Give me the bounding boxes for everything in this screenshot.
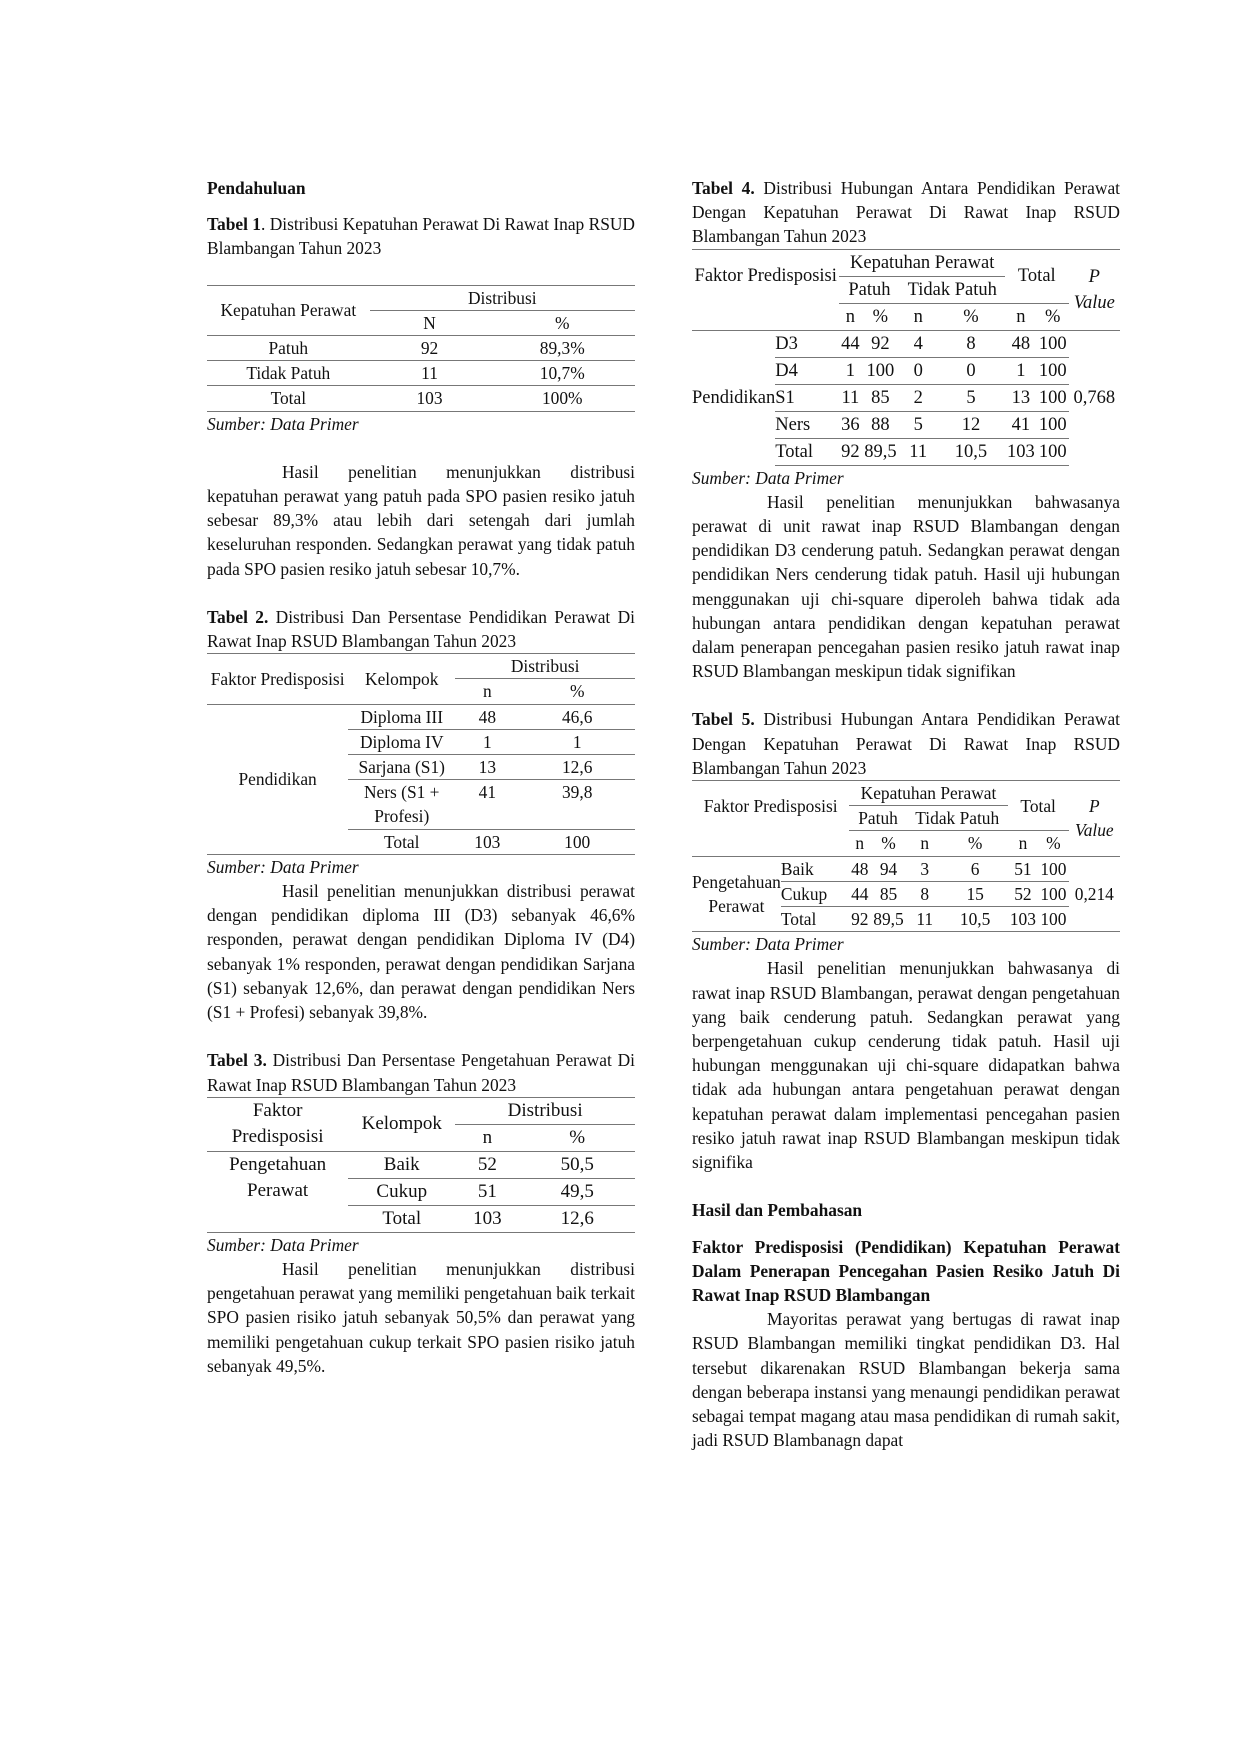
t2-cell-n: 48 [478,706,497,727]
t1-header-distribusi: Distribusi [370,285,635,310]
t4-sub: % [861,303,899,330]
t2-cell-label: Diploma IV [348,729,455,754]
t4-pvalue: 0,768 [1073,387,1116,408]
t5-cell-label: Baik [780,858,814,879]
t4-cell-label: Ners [775,411,839,438]
paragraph-6: Mayoritas perawat yang bertugas di rawat inap RSUD Blambangan memiliki tingkat pendidikan D3. Hal tersebut dikarenakan RSUD Blambangan bekerja sama dengan beberapa instansi yang menaungi pendidikan perawat sebagai tempat magang atau masa pendidikan di rumah sakit, jadi RSUD Blambanagn dapat [692,1309,1120,1451]
t3-cell-label: Total [348,1205,455,1232]
t3-cell-n: 52 [477,1153,497,1175]
t4-cell: 44 [841,333,860,354]
t5-cell: 8 [907,881,943,906]
t5-cell: 3 [920,858,930,879]
t4-cell: 100 [1037,357,1069,384]
t5-cell: 52 [1008,881,1038,906]
t5-cell: 11 [907,907,943,932]
table1-caption: Tabel 1. Distribusi Kepatuhan Perawat Di Rawat Inap RSUD Blambangan Tahun 2023 [207,214,635,259]
t4-group-pendidikan: Pendidikan [692,387,776,408]
table-1 [207,285,635,412]
t1-header-pct: % [554,312,570,333]
paragraph-4: Hasil penelitian menunjukkan bahwasanya perawat di unit rawat inap RSUD Blambangan dengan pendidikan D3 cenderung patuh. Sedangkan perawat dengan pendidikan Ners cenderung tidak patuh. Hasil uji hubungan menggunakan uji chi-square diperoleh bahwa tidak ada hubungan antara pendidikan dengan kepatuhan perawat dalam penerapan pencegahan pasien resiko jatuh rawat inap RSUD Blambangan meskipun tidak signifikan [692,491,1120,682]
t4-cell: 41 [1005,411,1037,438]
t4-sub: n [1005,303,1037,330]
t2-cell-label: Diploma III [360,706,444,727]
t2-cell-n: 1 [455,729,519,754]
t2-header-pct: % [569,681,585,702]
t3-cell-pct: 12,6 [519,1205,635,1232]
t5-header-total: Total [1020,795,1056,816]
t4-header-faktor: Faktor Predisposisi [694,266,837,287]
t3-header-kelompok: Kelompok [361,1113,442,1135]
t5-header-patuh: Patuh [858,808,898,829]
t4-cell: 11 [839,384,861,411]
table-row [207,386,635,411]
t5-cell: 48 [851,858,869,879]
t2-header-kelompok: Kelompok [365,668,439,689]
t3-cell-n: 51 [455,1178,519,1205]
t3-header-faktor: Faktor Predisposisi [231,1100,324,1148]
t4-sub: % [937,303,1005,330]
t5-subheader-row [692,831,1120,856]
t4-cell: 5 [900,411,937,438]
t1-cell-n: 11 [421,363,438,384]
t4-sub: n [839,303,861,330]
section-heading-pendahuluan: Pendahuluan [207,178,306,198]
table2-caption: Tabel 2. Distribusi Dan Persentase Pendidikan Perawat Di Rawat Inap RSUD Blambangan Tahun 2023 [207,606,635,652]
subsection-heading: Faktor Predisposisi (Pendidikan) Kepatuhan Perawat Dalam Penerapan Pencegahan Pasien Resiko Jatuh Di Rawat Inap RSUD Blambangan [692,1236,1120,1305]
t4-cell-label: S1 [775,384,839,411]
t2-cell-n: 41 [455,780,519,829]
t4-cell: 10,5 [937,438,1005,465]
t5-sub: % [1038,831,1069,856]
t2-cell-label: Total [348,829,455,854]
t5-cell-label: Cukup [781,881,849,906]
t2-header-n: n [482,681,492,702]
t4-cell: 88 [861,411,899,438]
t4-cell: 36 [839,411,861,438]
t1-cell-n: 103 [416,388,443,409]
table-row [207,1151,635,1178]
t3-cell-label: Baik [383,1153,420,1175]
t4-cell: 13 [1005,384,1037,411]
table4-caption: Tabel 4. Distribusi Hubungan Antara Pendidikan Perawat Dengan Kepatuhan Perawat Di Rawat Inap RSUD Blambangan Tahun 2023 [692,178,1121,247]
t1-cell-label: Total [270,388,307,409]
t5-cell: 100 [1038,907,1069,932]
table5-source: Sumber: Data Primer [692,934,844,955]
t4-header-total: Total [1017,266,1056,287]
t5-cell-label: Total [781,907,849,932]
t2-header-distribusi: Distribusi [455,654,635,679]
t4-cell: 11 [900,438,937,465]
t4-sub: % [1037,303,1069,330]
t5-cell: 89,5 [870,907,907,932]
t5-sub: n [849,831,870,856]
t3-group-pengetahuan: Pengetahuan Perawat [229,1154,327,1202]
table3-source: Sumber: Data Primer [207,1234,359,1255]
t4-header-pvalue: P Value [1073,266,1115,313]
t4-cell: 100 [1038,333,1067,354]
left-column [207,176,635,1378]
t4-cell: 12 [937,411,1005,438]
t2-cell-pct: 1 [519,729,635,754]
t2-cell-label: Ners (S1 + Profesi) [348,780,455,829]
t5-sub: n [907,831,943,856]
t4-cell: 0 [937,357,1005,384]
t2-cell-pct: 39,8 [519,780,635,829]
t3-cell-pct: 49,5 [519,1178,635,1205]
t5-cell: 6 [970,858,980,879]
t2-cell-n: 13 [455,755,519,780]
t5-header-kepatuhan: Kepatuhan Perawat [849,781,1007,806]
paragraph-2: Hasil penelitian menunjukkan distribusi perawat dengan pendidikan diploma III (D3) sebanyak 46,6% responden, perawat dengan pendidikan Diploma IV (D4) sebanyak 1% responden, perawat dengan pendidikan Sarjana (S1) sebanyak 12,6%, dan perawat dengan pendidikan Ners (S1 + Profesi) sebanyak 39,8%. [207,881,635,1023]
table-row [692,856,1120,881]
t3-header-pct: % [569,1126,586,1148]
t4-cell: 0 [900,357,937,384]
t4-cell: 2 [900,384,937,411]
t5-cell: 100 [1038,881,1069,906]
t4-cell-label: D4 [775,357,839,384]
t1-cell-pct: 10,7% [539,363,585,384]
table-3 [207,1097,635,1233]
t4-header-tidak-patuh: Tidak Patuh [907,279,997,300]
t4-cell: 5 [937,384,1005,411]
t1-cell-n: 92 [420,338,439,359]
t2-cell-pct: 100 [519,829,635,854]
t5-cell: 100 [1040,858,1067,879]
paragraph-5: Hasil penelitian menunjukkan bahwasanya di rawat inap RSUD Blambangan, perawat dengan pengetahuan yang baik cenderung patuh. Sedangkan perawat yang berpengetahuan cukup cenderung tidak patuh. Hasil uji hubungan menggunakan uji chi-square didapatkan bahwa tidak ada hubungan antara pengetahuan perawat dengan kepatuhan perawat dalam implementasi pencegahan pasien resiko jatuh rawat inap RSUD Blambangan meskipun tidak signifika [692,958,1120,1173]
t4-cell: 100 [1037,411,1069,438]
t5-sub: % [943,831,1008,856]
paragraph-1: Hasil penelitian menunjukkan distribusi kepatuhan perawat yang patuh pada SPO pasien resiko jatuh sebesar 89,3% atau lebih dari setengah dari jumlah keseluruhan responden. Sedangkan perawat yang tidak patuh pada SPO pasien resiko jatuh sebesar 10,7%. [207,461,635,579]
t5-cell: 103 [1008,907,1038,932]
right-column [692,176,1120,1452]
t4-cell: 48 [1011,333,1031,354]
section-heading-hasil: Hasil dan Pembahasan [692,1200,863,1221]
t3-header-n: n [482,1126,493,1148]
t1-cell-label: Tidak Patuh [246,363,331,384]
t4-cell: 4 [913,333,923,354]
paragraph-3: Hasil penelitian menunjukkan distribusi pengetahuan perawat yang memiliki pengetahuan baik terkait SPO pasien risiko jatuh sebanyak 50,5% dan perawat yang memiliki pengetahuan cukup terkait SPO pasien risiko jatuh sebanyak 49,5%. [207,1258,635,1376]
t5-cell: 51 [1014,858,1032,879]
t5-cell: 94 [879,858,898,879]
t5-sub: % [870,831,907,856]
t1-cell-pct: 100% [541,388,583,409]
t3-header-distribusi: Distribusi [455,1097,635,1124]
t4-cell-label: D3 [775,333,798,354]
t1-header-kepatuhan: Kepatuhan Perawat [220,300,357,321]
t4-cell: 8 [966,333,976,354]
t4-subheader-row [692,303,1120,330]
t4-cell: 85 [861,384,899,411]
t4-header-kepatuhan: Kepatuhan Perawat [839,249,1005,276]
t4-cell: 1 [839,357,861,384]
t5-group-pengetahuan: Pengetahuan Perawat [692,871,781,916]
t5-header-pvalue: P Value [1075,796,1114,841]
t5-cell: 44 [849,881,870,906]
t2-header-faktor: Faktor Predisposisi [210,668,345,689]
t4-cell: 100 [1037,384,1069,411]
table5-caption: Tabel 5. Distribusi Hubungan Antara Pendidikan Perawat Dengan Kepatuhan Perawat Di Rawat Inap RSUD Blambangan Tahun 2023 [692,709,1121,778]
t4-cell: 100 [1037,438,1069,465]
table-5 [692,780,1120,932]
t5-header-faktor: Faktor Predisposisi [703,795,838,816]
t2-cell-pct: 12,6 [519,755,635,780]
t4-cell: 89,5 [861,438,899,465]
t2-group-pendidikan: Pendidikan [207,704,348,854]
t1-cell-label: Patuh [268,338,309,359]
t2-cell-n: 103 [455,829,519,854]
table-row [207,1205,635,1232]
t3-cell-pct: 50,5 [560,1153,594,1175]
t5-cell: 10,5 [943,907,1008,932]
t5-sub: n [1008,831,1038,856]
t4-cell: 103 [1005,438,1037,465]
t5-header-tidak-patuh: Tidak Patuh [915,808,1000,829]
t2-cell-label: Sarjana (S1) [348,755,455,780]
t4-sub: n [900,303,937,330]
table1-source: Sumber: Data Primer [207,413,359,434]
t4-header-patuh: Patuh [848,279,891,300]
table-row [692,330,1120,357]
t4-cell: 1 [1005,357,1037,384]
t3-cell-label: Cukup [348,1178,455,1205]
table4-source: Sumber: Data Primer [692,467,844,488]
table-2 [207,653,635,855]
t5-cell: 15 [943,881,1008,906]
t3-cell-n: 103 [455,1205,519,1232]
t4-cell: 92 [839,438,861,465]
t1-header-n: N [423,312,436,333]
t4-cell: 100 [861,357,899,384]
t4-cell: 92 [871,333,890,354]
t5-cell: 92 [849,907,870,932]
table-row [207,704,635,729]
t4-cell-label: Total [775,438,839,465]
table3-caption: Tabel 3. Distribusi Dan Persentase Pengetahuan Perawat Di Rawat Inap RSUD Blambangan Tahun 2023 [207,1050,635,1095]
table-row [207,361,635,386]
table2-source: Sumber: Data Primer [207,856,359,877]
t2-cell-pct: 46,6 [561,706,593,727]
t5-cell: 85 [870,881,907,906]
table-row [207,336,635,361]
table-4 [692,249,1120,466]
t1-cell-pct: 89,3% [539,338,585,359]
t5-pvalue: 0,214 [1074,883,1114,904]
